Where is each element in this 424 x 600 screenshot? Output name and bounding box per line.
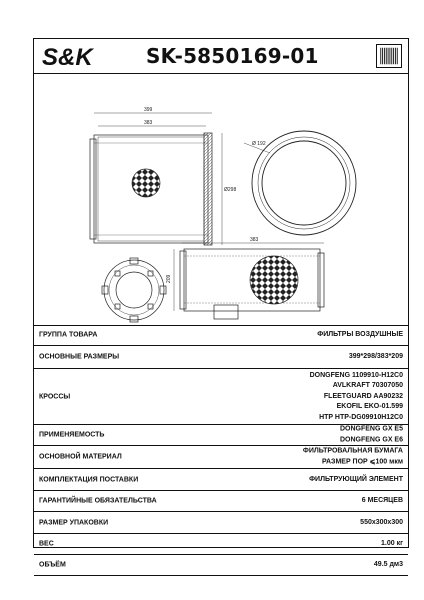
svg-text:Ø 192: Ø 192 xyxy=(252,141,266,147)
svg-text:S&K: S&K xyxy=(42,44,93,70)
spec-row-package-size xyxy=(34,512,408,534)
brand-logo xyxy=(40,42,106,70)
spec-label: ОСНОВНОЙ МАТЕРИАЛ xyxy=(39,453,122,461)
spec-label: ОСНОВНЫЕ РАЗМЕРЫ xyxy=(39,353,120,361)
svg-text:209: 209 xyxy=(166,274,172,283)
spec-row-volume xyxy=(34,555,408,576)
svg-text:383: 383 xyxy=(250,237,259,243)
spec-sheet xyxy=(33,38,409,569)
spec-row-material xyxy=(34,446,408,469)
spec-value: ФИЛЬТРОВАЛЬНАЯ БУМАГА РАЗМЕР ПОР ⩽100 мкм xyxy=(302,447,403,465)
barcode-icon xyxy=(376,44,402,68)
end-view xyxy=(244,131,356,235)
spec-label: ОБЪЁМ xyxy=(39,561,66,569)
spec-value: 6 МЕСЯЦЕВ xyxy=(361,496,403,504)
svg-text:Ø298: Ø298 xyxy=(224,187,237,193)
spec-value: DONGFENG 1109910-H12C0 AVLKRAFT 70307050 FLEETGUARD AA90232 EKOFIL EKO-01.599 HTP HTP-DG09910H12C0 xyxy=(309,371,403,421)
spec-value: 1.00 кг xyxy=(381,539,403,547)
svg-text:383: 383 xyxy=(144,120,153,126)
spec-label: ВЕС xyxy=(39,540,54,548)
spec-row-package-contents xyxy=(34,469,408,491)
technical-drawing xyxy=(34,73,408,326)
spec-row-crosses xyxy=(34,369,408,425)
spec-value: DONGFENG GX E5 DONGFENG GX E6 xyxy=(339,425,403,443)
spec-value: 49.5 дм3 xyxy=(373,560,403,568)
spec-value: 550x300x300 xyxy=(360,518,403,526)
horizontal-view xyxy=(166,237,324,319)
spec-label: КОМПЛЕКТАЦИЯ ПОСТАВКИ xyxy=(39,476,139,483)
spec-row-warranty xyxy=(34,491,408,512)
header xyxy=(34,39,408,74)
spec-label: ГАРАНТИЙНЫЕ ОБЯЗАТЕЛЬСТВА xyxy=(39,497,157,505)
spec-row-weight xyxy=(34,534,408,555)
side-view xyxy=(90,107,236,245)
spec-label: РАЗМЕР УПАКОВКИ xyxy=(39,519,109,526)
spec-row-applicability xyxy=(34,425,408,446)
spec-label: ГРУППА ТОВАРА xyxy=(39,331,98,339)
spec-value: ФИЛЬТРЫ ВОЗДУШНЫЕ xyxy=(317,330,403,338)
spec-row-dimensions xyxy=(34,346,408,369)
spec-value: ФИЛЬТРУЮЩИЙ ЭЛЕМЕНТ xyxy=(309,475,403,483)
svg-text:399: 399 xyxy=(144,107,153,113)
part-number: SK-5850169-01 xyxy=(146,44,319,68)
spec-value: 399*298/383*209 xyxy=(348,352,403,360)
flange-view xyxy=(102,258,166,322)
spec-label: ПРИМЕНЯЕМОСТЬ xyxy=(39,431,105,439)
spec-row-product-group xyxy=(34,325,408,346)
spec-label: КРОССЫ xyxy=(39,393,71,400)
